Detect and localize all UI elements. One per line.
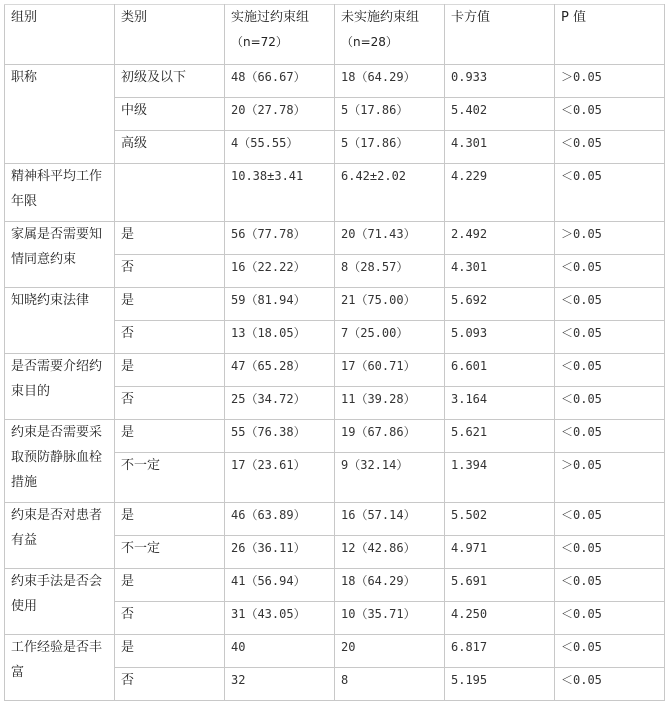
category-cell: 高级 [115,131,225,164]
header-not-implemented-n: （n=28） [341,35,398,49]
group-title: 工作经验是否丰富 [5,635,115,701]
p-value-cell: ＞0.05 [555,222,665,255]
not-implemented-cell: 11（39.28） [335,387,445,420]
chi-square-cell: 5.692 [445,288,555,321]
group-title: 约束是否对患者有益 [5,503,115,569]
chi-square-cell: 0.933 [445,65,555,98]
not-implemented-cell: 8 [335,668,445,701]
p-value-cell: ＞0.05 [555,453,665,503]
group-title: 家属是否需要知情同意约束 [5,222,115,288]
header-implemented-label: 实施过约束组 [231,10,310,25]
category-cell: 否 [115,387,225,420]
chi-square-cell: 4.301 [445,131,555,164]
implemented-cell: 4（55.55） [225,131,335,164]
chi-square-cell: 1.394 [445,453,555,503]
group-title: 知晓约束法律 [5,288,115,354]
p-value-cell: ＜0.05 [555,420,665,453]
not-implemented-cell: 7（25.00） [335,321,445,354]
implemented-cell: 59（81.94） [225,288,335,321]
header-not-implemented-label: 未实施约束组 [341,10,420,25]
implemented-cell: 26（36.11） [225,536,335,569]
implemented-cell: 46（63.89） [225,503,335,536]
not-implemented-cell: 10（35.71） [335,602,445,635]
not-implemented-cell: 21（75.00） [335,288,445,321]
table-row [5,503,665,536]
p-value-cell: ＜0.05 [555,288,665,321]
implemented-cell: 55（76.38） [225,420,335,453]
not-implemented-cell: 17（60.71） [335,354,445,387]
header-row [5,5,665,65]
table-row [5,569,665,602]
implemented-cell: 32 [225,668,335,701]
p-value-cell: ＜0.05 [555,602,665,635]
header-chi-square: 卡方值 [445,5,555,65]
implemented-cell: 47（65.28） [225,354,335,387]
category-cell: 是 [115,503,225,536]
not-implemented-cell: 16（57.14） [335,503,445,536]
p-value-cell: ＜0.05 [555,131,665,164]
table-row [5,222,665,255]
not-implemented-cell: 18（64.29） [335,65,445,98]
table-row [5,288,665,321]
chi-square-cell: 3.164 [445,387,555,420]
implemented-cell: 48（66.67） [225,65,335,98]
chi-square-cell: 6.817 [445,635,555,668]
header-implemented-n: （n=72） [231,35,288,49]
implemented-cell: 31（43.05） [225,602,335,635]
group-title: 精神科平均工作年限 [5,164,115,222]
not-implemented-cell: 19（67.86） [335,420,445,453]
category-cell: 否 [115,321,225,354]
implemented-cell: 20（27.78） [225,98,335,131]
p-value-cell: ＜0.05 [555,635,665,668]
chi-square-cell: 6.601 [445,354,555,387]
group-title: 约束是否需要采取预防静脉血栓措施 [5,420,115,503]
category-cell: 初级及以下 [115,65,225,98]
chi-square-cell: 5.093 [445,321,555,354]
not-implemented-cell: 20（71.43） [335,222,445,255]
p-value-cell: ＜0.05 [555,387,665,420]
p-value-cell: ＜0.05 [555,321,665,354]
group-title: 是否需要介绍约束目的 [5,354,115,420]
header-category: 类别 [115,5,225,65]
p-value-cell: ＜0.05 [555,255,665,288]
group-title: 约束手法是否会使用 [5,569,115,635]
category-cell: 是 [115,354,225,387]
chi-square-cell: 4.971 [445,536,555,569]
implemented-cell: 40 [225,635,335,668]
p-value-cell: ＜0.05 [555,354,665,387]
chi-square-cell: 5.402 [445,98,555,131]
p-value-cell: ＜0.05 [555,536,665,569]
p-value-cell: ＜0.05 [555,569,665,602]
not-implemented-cell: 6.42±2.02 [335,164,445,222]
implemented-cell: 56（77.78） [225,222,335,255]
p-value-cell: ＜0.05 [555,668,665,701]
implemented-cell: 41（56.94） [225,569,335,602]
header-group: 组别 [5,5,115,65]
table-row [5,420,665,453]
implemented-cell: 13（18.05） [225,321,335,354]
not-implemented-cell: 5（17.86） [335,131,445,164]
chi-square-cell: 4.229 [445,164,555,222]
not-implemented-cell: 20 [335,635,445,668]
p-value-cell: ＜0.05 [555,164,665,222]
implemented-cell: 10.38±3.41 [225,164,335,222]
header-not-implemented [335,5,445,65]
implemented-cell: 25（34.72） [225,387,335,420]
category-cell: 是 [115,420,225,453]
p-value-cell: ＞0.05 [555,65,665,98]
implemented-cell: 16（22.22） [225,255,335,288]
not-implemented-cell: 12（42.86） [335,536,445,569]
category-cell: 否 [115,668,225,701]
header-p-value: P 值 [555,5,665,65]
category-cell: 是 [115,569,225,602]
table-row [5,65,665,98]
category-cell: 是 [115,635,225,668]
p-value-cell: ＜0.05 [555,503,665,536]
category-cell [115,164,225,222]
table-row [5,164,665,222]
chi-square-cell: 2.492 [445,222,555,255]
not-implemented-cell: 5（17.86） [335,98,445,131]
chi-square-cell: 4.301 [445,255,555,288]
category-cell: 不一定 [115,453,225,503]
category-cell: 不一定 [115,536,225,569]
p-value-cell: ＜0.05 [555,98,665,131]
statistics-table [4,4,665,701]
chi-square-cell: 5.195 [445,668,555,701]
category-cell: 中级 [115,98,225,131]
chi-square-cell: 5.502 [445,503,555,536]
category-cell: 否 [115,255,225,288]
not-implemented-cell: 9（32.14） [335,453,445,503]
not-implemented-cell: 8（28.57） [335,255,445,288]
category-cell: 否 [115,602,225,635]
chi-square-cell: 5.621 [445,420,555,453]
category-cell: 是 [115,288,225,321]
category-cell: 是 [115,222,225,255]
group-title: 职称 [5,65,115,164]
chi-square-cell: 5.691 [445,569,555,602]
chi-square-cell: 4.250 [445,602,555,635]
table-row [5,635,665,668]
header-implemented [225,5,335,65]
not-implemented-cell: 18（64.29） [335,569,445,602]
implemented-cell: 17（23.61） [225,453,335,503]
table-row [5,354,665,387]
